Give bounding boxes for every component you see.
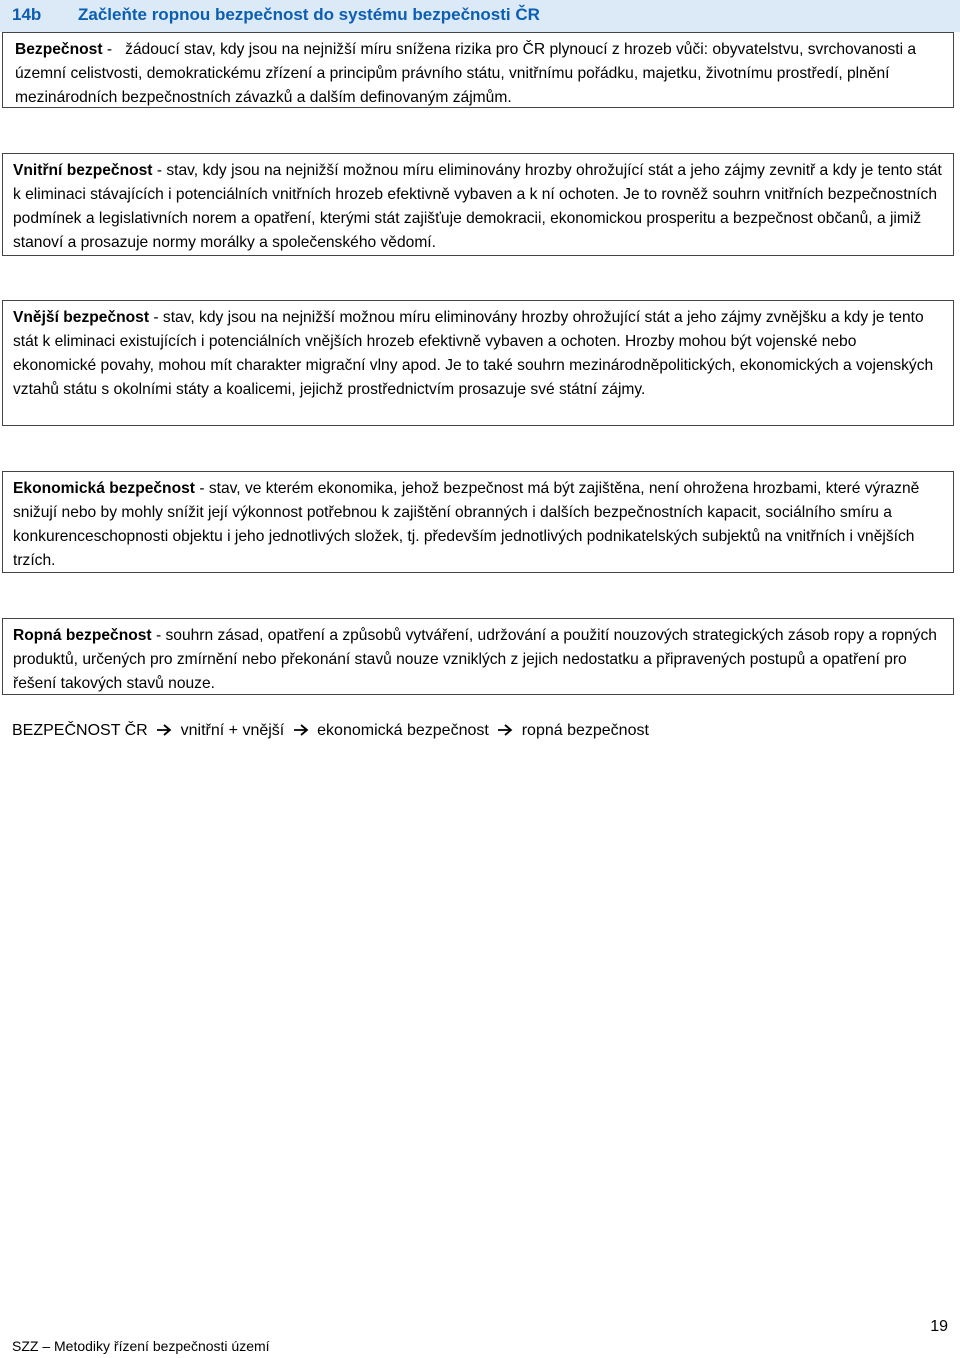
definition-text: souhrn zásad, opatření a způsobů vytváření, udržování a použití nouzových strategických zásob ropy a ropných produktů, určených pro zmírnění nebo překonání stavů nouze vzniklých z jejich nedostatku a připravených postupů a opatření pro řešení takových stavů nouze. [13, 627, 937, 692]
section-heading [0, 0, 960, 32]
page-number: 19 [930, 1318, 948, 1335]
definition-text: stav, ve kterém ekonomika, jehož bezpečnost má být zajištěna, není ohrožena hrozbami, které výrazně snižují nebo by mohly snížit její výkonnost potřebnou k zajištění obranných i dalších bezpečnostních kapacit, sociálního smíru a konkurenceschopnosti objektu i jeho jednotlivých složek, tj. především jednotlivých podnikatelských subjektů na vnitřních i vnějších trzích. [13, 480, 920, 569]
definition-term: Ekonomická bezpečnost [13, 480, 195, 497]
definition-separator: - [194, 480, 209, 497]
definition-separator: - [151, 627, 166, 644]
definition-text: stav, kdy jsou na nejnižší možnou míru eliminovány hrozby ohrožující stát a jeho zájmy zvnějšku a kdy je tento stát k eliminaci existujících i potenciálních vnějších hrozeb efektivně vybaven a ochoten. Hrozby mohou být vojenské nebo ekonomické povahy, mohou mít charakter migrační vlny apod. Je to také souhrn mezinárodněpolitických, ekonomických a vojenských vztahů státu s okolními státy a koalicemi, jejichž prostřednictvím prosazuje své státní zájmy. [13, 309, 934, 398]
definition-term: Vnitřní bezpečnost [13, 162, 153, 179]
section-title: Začleňte ropnou bezpečnost do systému bezpečnosti ČR [78, 5, 540, 24]
chain-item: ropná bezpečnost [521, 722, 649, 739]
chain-item: BEZPEČNOST ČR [12, 722, 148, 739]
definition-term: Bezpečnost [15, 41, 103, 58]
right-arrow-icon [293, 722, 309, 744]
definition-box-bezpecnost [2, 32, 954, 108]
definition-text: žádoucí stav, kdy jsou na nejnižší míru snížena rizika pro ČR plynoucí z hrozeb vůči: obyvatelstvu, svrchovanosti a územní celistvosti, demokratickému zřízení a principům právního státu, vnitřnímu pořádku, majetku, životnímu prostředí, plnění mezinárodních bezpečnostních závazků a dalším definovaným zájmům. [15, 41, 917, 106]
footer-text: SZZ – Metodiky řízení bezpečnosti území [12, 1338, 270, 1354]
right-arrow-icon [156, 722, 172, 744]
chain-item: vnitřní + vnější [180, 722, 285, 739]
definition-box-ekonomicka [2, 471, 954, 573]
definition-text: stav, kdy jsou na nejnižší možnou míru eliminovány hrozby ohrožující stát a jeho zájmy zevnitř a kdy je tento stát k eliminaci stávajících i potenciálních vnitřních hrozeb efektivně vybaven a k ní ochoten. Je to rovněž souhrn vnitřních bezpečnostních podmínek a legislativních norem a opatření, kterými stát zajišťuje demokracii, ekonomickou prosperitu a bezpečnost občanů, a jimiž stanoví a prosazuje normy morálky a společenského vědomí. [13, 162, 942, 251]
definition-separator: - [152, 162, 167, 179]
right-arrow-icon [497, 722, 513, 744]
definition-term: Vnější bezpečnost [13, 309, 150, 326]
section-number: 14b [12, 5, 42, 24]
definition-box-vnitrni [2, 153, 954, 256]
definition-separator: - [102, 41, 126, 58]
definition-box-vnejsi [2, 300, 954, 426]
definition-term: Ropná bezpečnost [13, 627, 152, 644]
chain-item: ekonomická bezpečnost [317, 722, 489, 739]
definition-box-ropna [2, 618, 954, 695]
definition-separator: - [149, 309, 163, 326]
security-chain [12, 720, 649, 744]
